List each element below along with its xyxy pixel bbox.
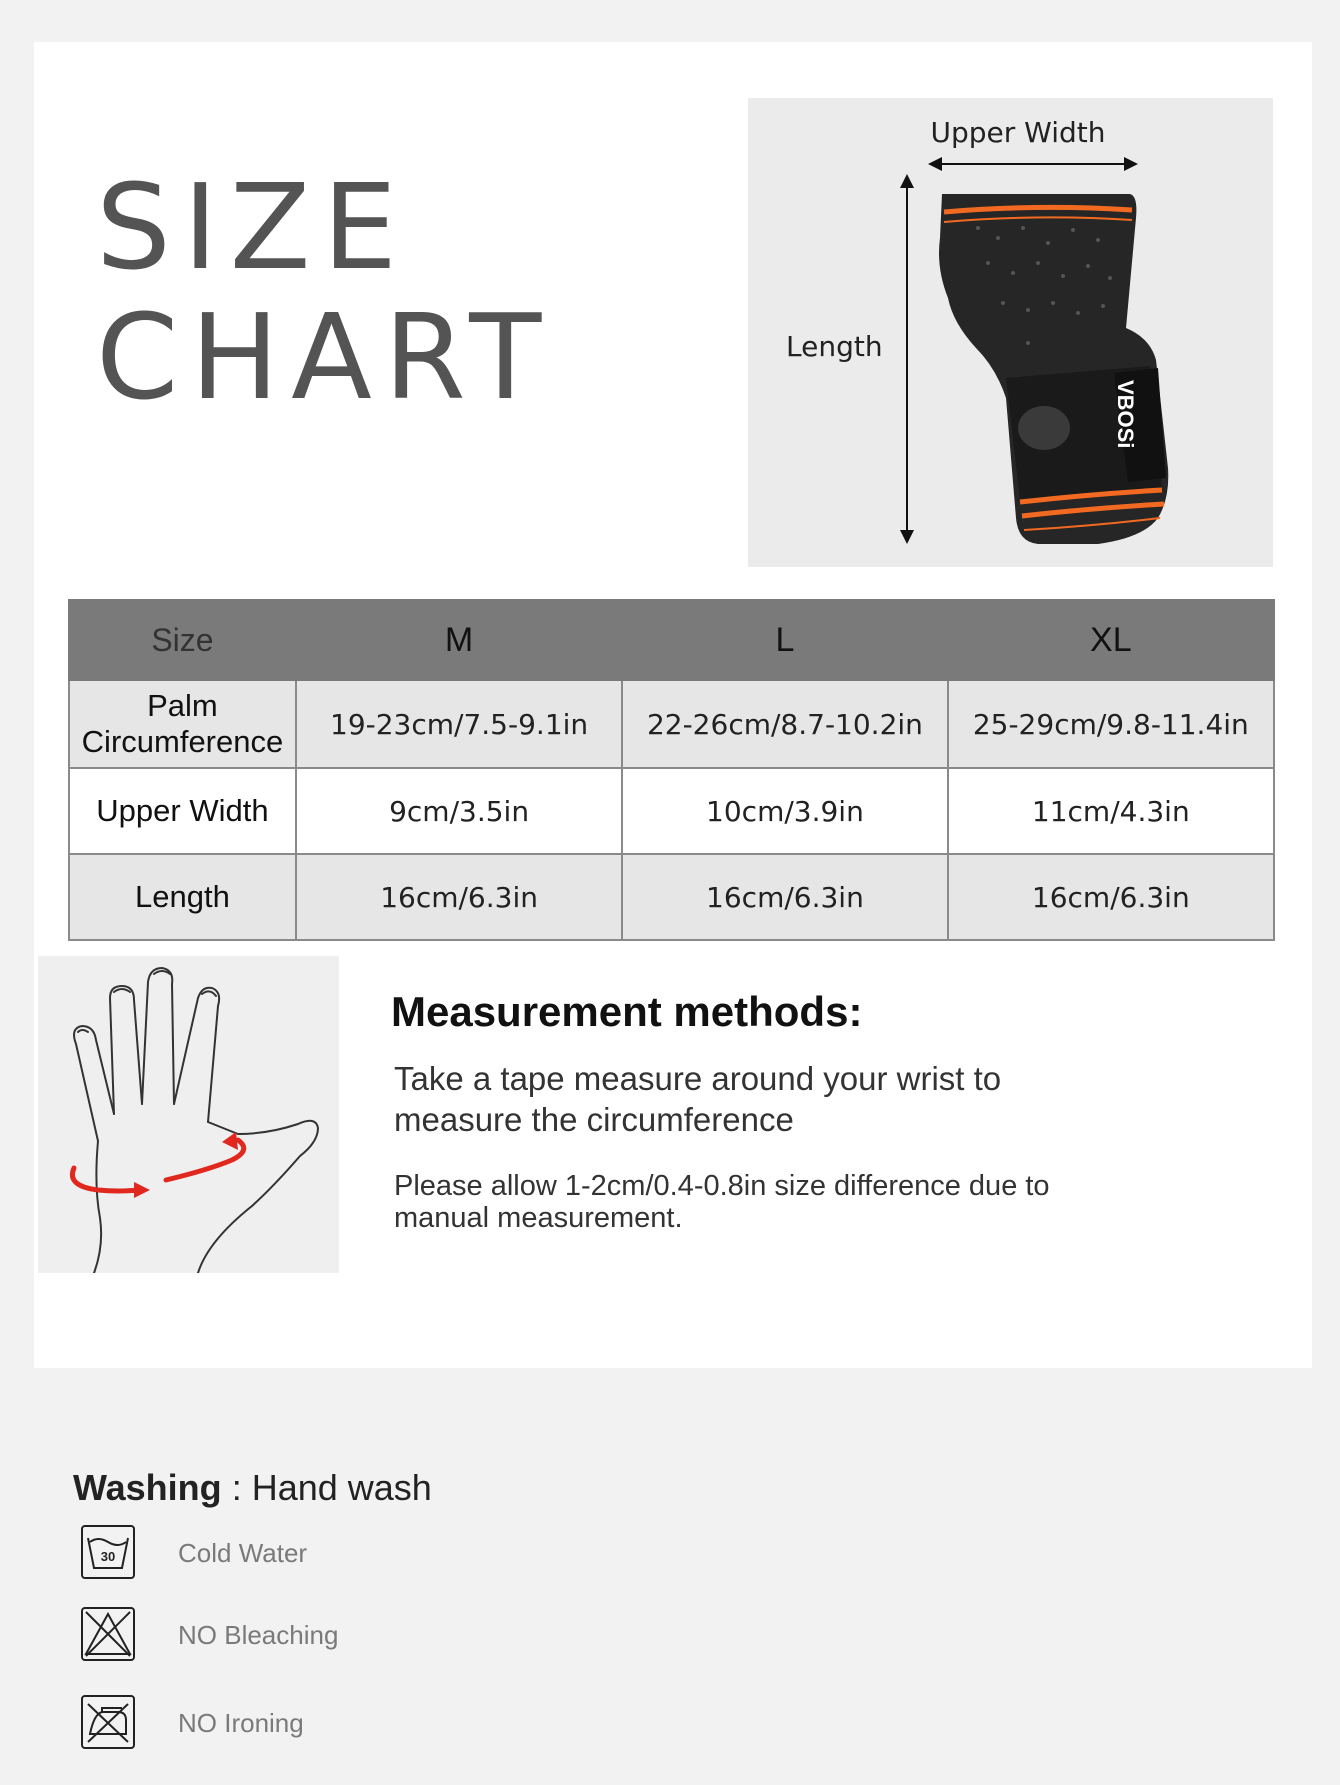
- wash-30-icon: [80, 1524, 136, 1580]
- care-label: NO Bleaching: [178, 1620, 339, 1650]
- header-xl: XL: [948, 600, 1274, 680]
- table-cell: 25-29cm/9.8-11.4in: [948, 680, 1274, 768]
- table-cell: 16cm/6.3in: [622, 854, 947, 940]
- svg-text:30: 30: [100, 1549, 116, 1564]
- care-item-no-bleaching: [80, 1606, 480, 1666]
- svg-text:VBOSi: VBOSi: [1113, 380, 1138, 449]
- hand-icon: [38, 956, 339, 1273]
- washing-heading: [73, 1467, 432, 1509]
- table-cell: 22-26cm/8.7-10.2in: [622, 680, 947, 768]
- row-label-line-2: Circumference: [81, 724, 284, 759]
- upper-width-arrow-icon: [928, 157, 1138, 171]
- row-label-line-1: Palm: [147, 688, 218, 723]
- measurement-title: Measurement methods:: [391, 988, 863, 1035]
- measurement-instructions: Take a tape measure around your wrist to measure the circumference: [394, 1060, 1002, 1138]
- size-table-header: [69, 600, 1274, 680]
- table-cell: 11cm/4.3in: [948, 768, 1274, 854]
- row-label-upper-width: Upper Width: [69, 768, 296, 854]
- measurement-note: Please allow 1-2cm/0.4-0.8in size difference due to manual measurement.: [394, 1170, 1050, 1234]
- no-bleach-icon: [80, 1606, 136, 1662]
- page-title: [96, 158, 554, 426]
- header-size: Size: [69, 600, 296, 680]
- table-cell: 10cm/3.9in: [622, 768, 947, 854]
- wrist-brace-icon: [939, 194, 1168, 544]
- table-row: [69, 768, 1274, 854]
- row-label-palm-circumference: [69, 680, 296, 768]
- no-iron-icon: [80, 1694, 136, 1750]
- washing-label: Washing: [73, 1467, 222, 1508]
- table-row: [69, 854, 1274, 940]
- length-label: Length: [786, 330, 883, 363]
- washing-separator: :: [231, 1467, 242, 1508]
- table-cell: 19-23cm/7.5-9.1in: [296, 680, 622, 768]
- care-item-cold-water: [80, 1524, 480, 1584]
- title-line-2: CHART: [96, 288, 554, 426]
- washing-value: Hand wash: [251, 1467, 432, 1508]
- hand-measure-illustration: [38, 956, 339, 1273]
- table-cell: 9cm/3.5in: [296, 768, 622, 854]
- care-label: NO Ironing: [178, 1708, 304, 1738]
- care-item-no-ironing: [80, 1694, 480, 1754]
- upper-width-label: Upper Width: [930, 116, 1106, 149]
- row-label-length: Length: [69, 854, 296, 940]
- header-l: L: [622, 600, 947, 680]
- size-table: [68, 599, 1275, 941]
- table-row: [69, 680, 1274, 768]
- table-cell: 16cm/6.3in: [948, 854, 1274, 940]
- table-cell: 16cm/6.3in: [296, 854, 622, 940]
- header-m: M: [296, 600, 622, 680]
- length-arrow-icon: [900, 174, 914, 544]
- product-diagram: [748, 98, 1273, 567]
- care-label: Cold Water: [178, 1538, 308, 1568]
- title-line-1: SIZE: [96, 158, 410, 296]
